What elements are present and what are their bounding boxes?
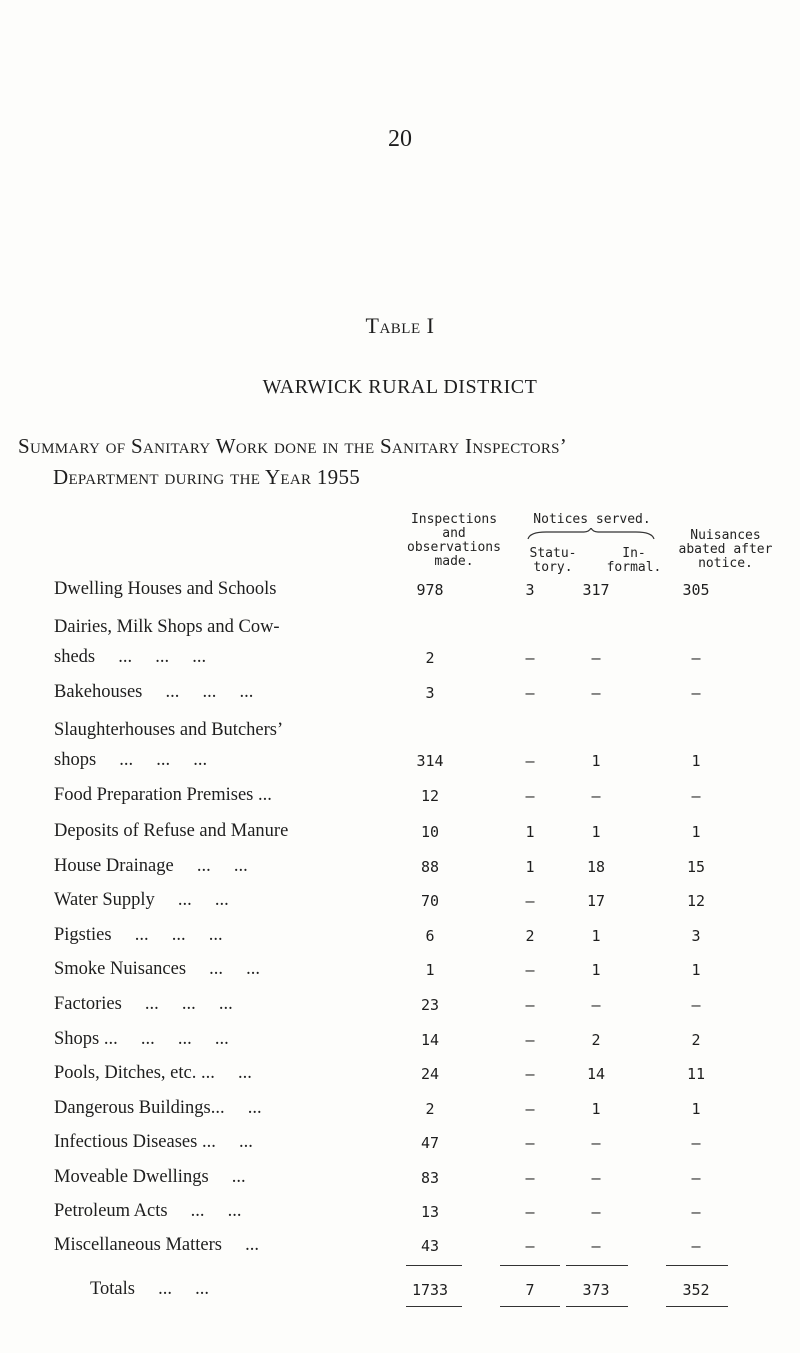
cell-inspections: 978	[416, 581, 444, 599]
row-label: Miscellaneous Matters ...	[54, 1235, 259, 1255]
column-header-inspections: Inspections and observations made.	[407, 512, 501, 569]
cell-nuisances: 15	[686, 858, 706, 876]
table-row	[0, 959, 800, 989]
row-label-continued: shops ... ... ...	[54, 750, 208, 770]
row-label: Factories ... ... ...	[54, 994, 233, 1014]
total-rule-bottom	[666, 1306, 728, 1307]
cell-inspections: 12	[420, 787, 440, 805]
page-number: 20	[388, 126, 412, 152]
cell-statutory: —	[525, 1203, 535, 1221]
cell-statutory: —	[525, 649, 535, 667]
cell-statutory: —	[525, 996, 535, 1014]
cell-inspections: 2	[425, 1100, 435, 1118]
cell-statutory: —	[525, 892, 535, 910]
cell-informal: 1	[591, 927, 601, 945]
row-label: Petroleum Acts ... ...	[54, 1201, 242, 1221]
total-rule-top	[566, 1265, 628, 1266]
cell-informal: —	[591, 649, 601, 667]
table-row	[0, 1098, 800, 1128]
row-label: Pigsties ... ... ...	[54, 925, 223, 945]
total-rule-top	[666, 1265, 728, 1266]
cell-inspections: 24	[420, 1065, 440, 1083]
table-row	[0, 682, 800, 712]
cell-informal: 317	[582, 581, 610, 599]
row-label: Water Supply ... ...	[54, 890, 229, 910]
table-row	[0, 890, 800, 920]
total-statutory: 7	[525, 1281, 535, 1299]
cell-informal: 14	[586, 1065, 606, 1083]
cell-inspections: 2	[425, 649, 435, 667]
cell-nuisances: 12	[686, 892, 706, 910]
cell-nuisances: —	[691, 1237, 701, 1255]
table-row	[0, 1132, 800, 1162]
table-row	[0, 1235, 800, 1265]
cell-inspections: 88	[420, 858, 440, 876]
district-heading: WARWICK RURAL DISTRICT	[262, 376, 538, 398]
total-nuisances: 352	[682, 1281, 710, 1299]
cell-nuisances: —	[691, 649, 701, 667]
cell-nuisances: 2	[691, 1031, 701, 1049]
total-informal: 373	[582, 1281, 610, 1299]
total-rule-bottom	[566, 1306, 628, 1307]
cell-informal: —	[591, 1237, 601, 1255]
total-inspections: 1733	[411, 1281, 449, 1299]
cell-statutory: —	[525, 1031, 535, 1049]
cell-nuisances: 305	[682, 581, 710, 599]
row-label-continued: sheds ... ... ...	[54, 647, 207, 667]
cell-statutory: —	[525, 961, 535, 979]
cell-nuisances: 1	[691, 961, 701, 979]
cell-nuisances: 1	[691, 752, 701, 770]
cell-inspections: 1	[425, 961, 435, 979]
cell-nuisances: —	[691, 1169, 701, 1187]
cell-inspections: 14	[420, 1031, 440, 1049]
cell-nuisances: 1	[691, 1100, 701, 1118]
cell-statutory: 1	[525, 858, 535, 876]
row-label: Food Preparation Premises ...	[54, 785, 272, 805]
cell-inspections: 314	[416, 752, 444, 770]
table-row	[0, 785, 800, 815]
cell-informal: —	[591, 684, 601, 702]
cell-statutory: —	[525, 1100, 535, 1118]
cell-inspections: 6	[425, 927, 435, 945]
table-title: Table I	[365, 313, 435, 338]
row-label: Dwelling Houses and Schools	[54, 579, 277, 599]
row-label: House Drainage ... ...	[54, 856, 248, 876]
table-row	[0, 1029, 800, 1059]
cell-informal: 2	[591, 1031, 601, 1049]
table-row	[0, 994, 800, 1024]
table-row	[0, 1063, 800, 1093]
notices-brace	[526, 528, 656, 540]
cell-informal: —	[591, 1203, 601, 1221]
cell-informal: 1	[591, 961, 601, 979]
row-label: Moveable Dwellings ...	[54, 1167, 246, 1187]
row-label: Infectious Diseases ... ...	[54, 1132, 253, 1152]
cell-nuisances: —	[691, 684, 701, 702]
cell-informal: 17	[586, 892, 606, 910]
column-header-notices-served: Notices served.	[533, 512, 651, 527]
cell-statutory: —	[525, 1169, 535, 1187]
table-row	[0, 617, 800, 677]
row-label: Pools, Ditches, etc. ... ...	[54, 1063, 252, 1083]
table-row	[0, 579, 800, 609]
column-header-informal: In- formal.	[606, 546, 662, 575]
totals-row	[0, 1279, 800, 1309]
summary-heading-line1: Summary of Sanitary Work done in the Sanitary Inspectors’	[18, 434, 568, 458]
cell-statutory: —	[525, 684, 535, 702]
cell-statutory: —	[525, 752, 535, 770]
row-label: Bakehouses ... ... ...	[54, 682, 254, 702]
cell-inspections: 3	[425, 684, 435, 702]
cell-nuisances: —	[691, 1134, 701, 1152]
cell-inspections: 23	[420, 996, 440, 1014]
cell-informal: —	[591, 787, 601, 805]
row-label: Slaughterhouses and Butchers’	[54, 720, 284, 740]
cell-nuisances: 1	[691, 823, 701, 841]
cell-informal: 18	[586, 858, 606, 876]
cell-statutory: 2	[525, 927, 535, 945]
summary-heading-line2: Department during the Year 1955	[53, 465, 361, 489]
row-label: Shops ... ... ... ...	[54, 1029, 229, 1049]
cell-inspections: 83	[420, 1169, 440, 1187]
column-header-nuisances: Nuisances abated after notice.	[678, 528, 773, 571]
cell-inspections: 43	[420, 1237, 440, 1255]
total-rule-top	[500, 1265, 560, 1266]
cell-inspections: 70	[420, 892, 440, 910]
total-rule-top	[406, 1265, 462, 1266]
cell-statutory: —	[525, 1065, 535, 1083]
row-label: Smoke Nuisances ... ...	[54, 959, 261, 979]
table-row	[0, 925, 800, 955]
cell-inspections: 47	[420, 1134, 440, 1152]
cell-statutory: 1	[525, 823, 535, 841]
row-label: Dairies, Milk Shops and Cow-	[54, 617, 280, 637]
cell-nuisances: —	[691, 1203, 701, 1221]
cell-nuisances: 11	[686, 1065, 706, 1083]
cell-nuisances: —	[691, 996, 701, 1014]
cell-informal: —	[591, 1134, 601, 1152]
cell-statutory: —	[525, 1237, 535, 1255]
cell-informal: 1	[591, 823, 601, 841]
table-row	[0, 1167, 800, 1197]
column-header-statutory: Statu- tory.	[529, 546, 577, 575]
totals-label: Totals ... ...	[90, 1279, 209, 1299]
cell-informal: 1	[591, 752, 601, 770]
cell-informal: 1	[591, 1100, 601, 1118]
cell-statutory: 3	[525, 581, 535, 599]
cell-inspections: 13	[420, 1203, 440, 1221]
row-label: Dangerous Buildings... ...	[54, 1098, 262, 1118]
table-row	[0, 856, 800, 886]
table-row	[0, 1201, 800, 1231]
cell-inspections: 10	[420, 823, 440, 841]
cell-informal: —	[591, 1169, 601, 1187]
cell-nuisances: —	[691, 787, 701, 805]
table-row	[0, 821, 800, 851]
cell-nuisances: 3	[691, 927, 701, 945]
total-rule-bottom	[406, 1306, 462, 1307]
cell-statutory: —	[525, 787, 535, 805]
cell-informal: —	[591, 996, 601, 1014]
total-rule-bottom	[500, 1306, 560, 1307]
row-label: Deposits of Refuse and Manure	[54, 821, 289, 841]
table-row	[0, 720, 800, 780]
cell-statutory: —	[525, 1134, 535, 1152]
